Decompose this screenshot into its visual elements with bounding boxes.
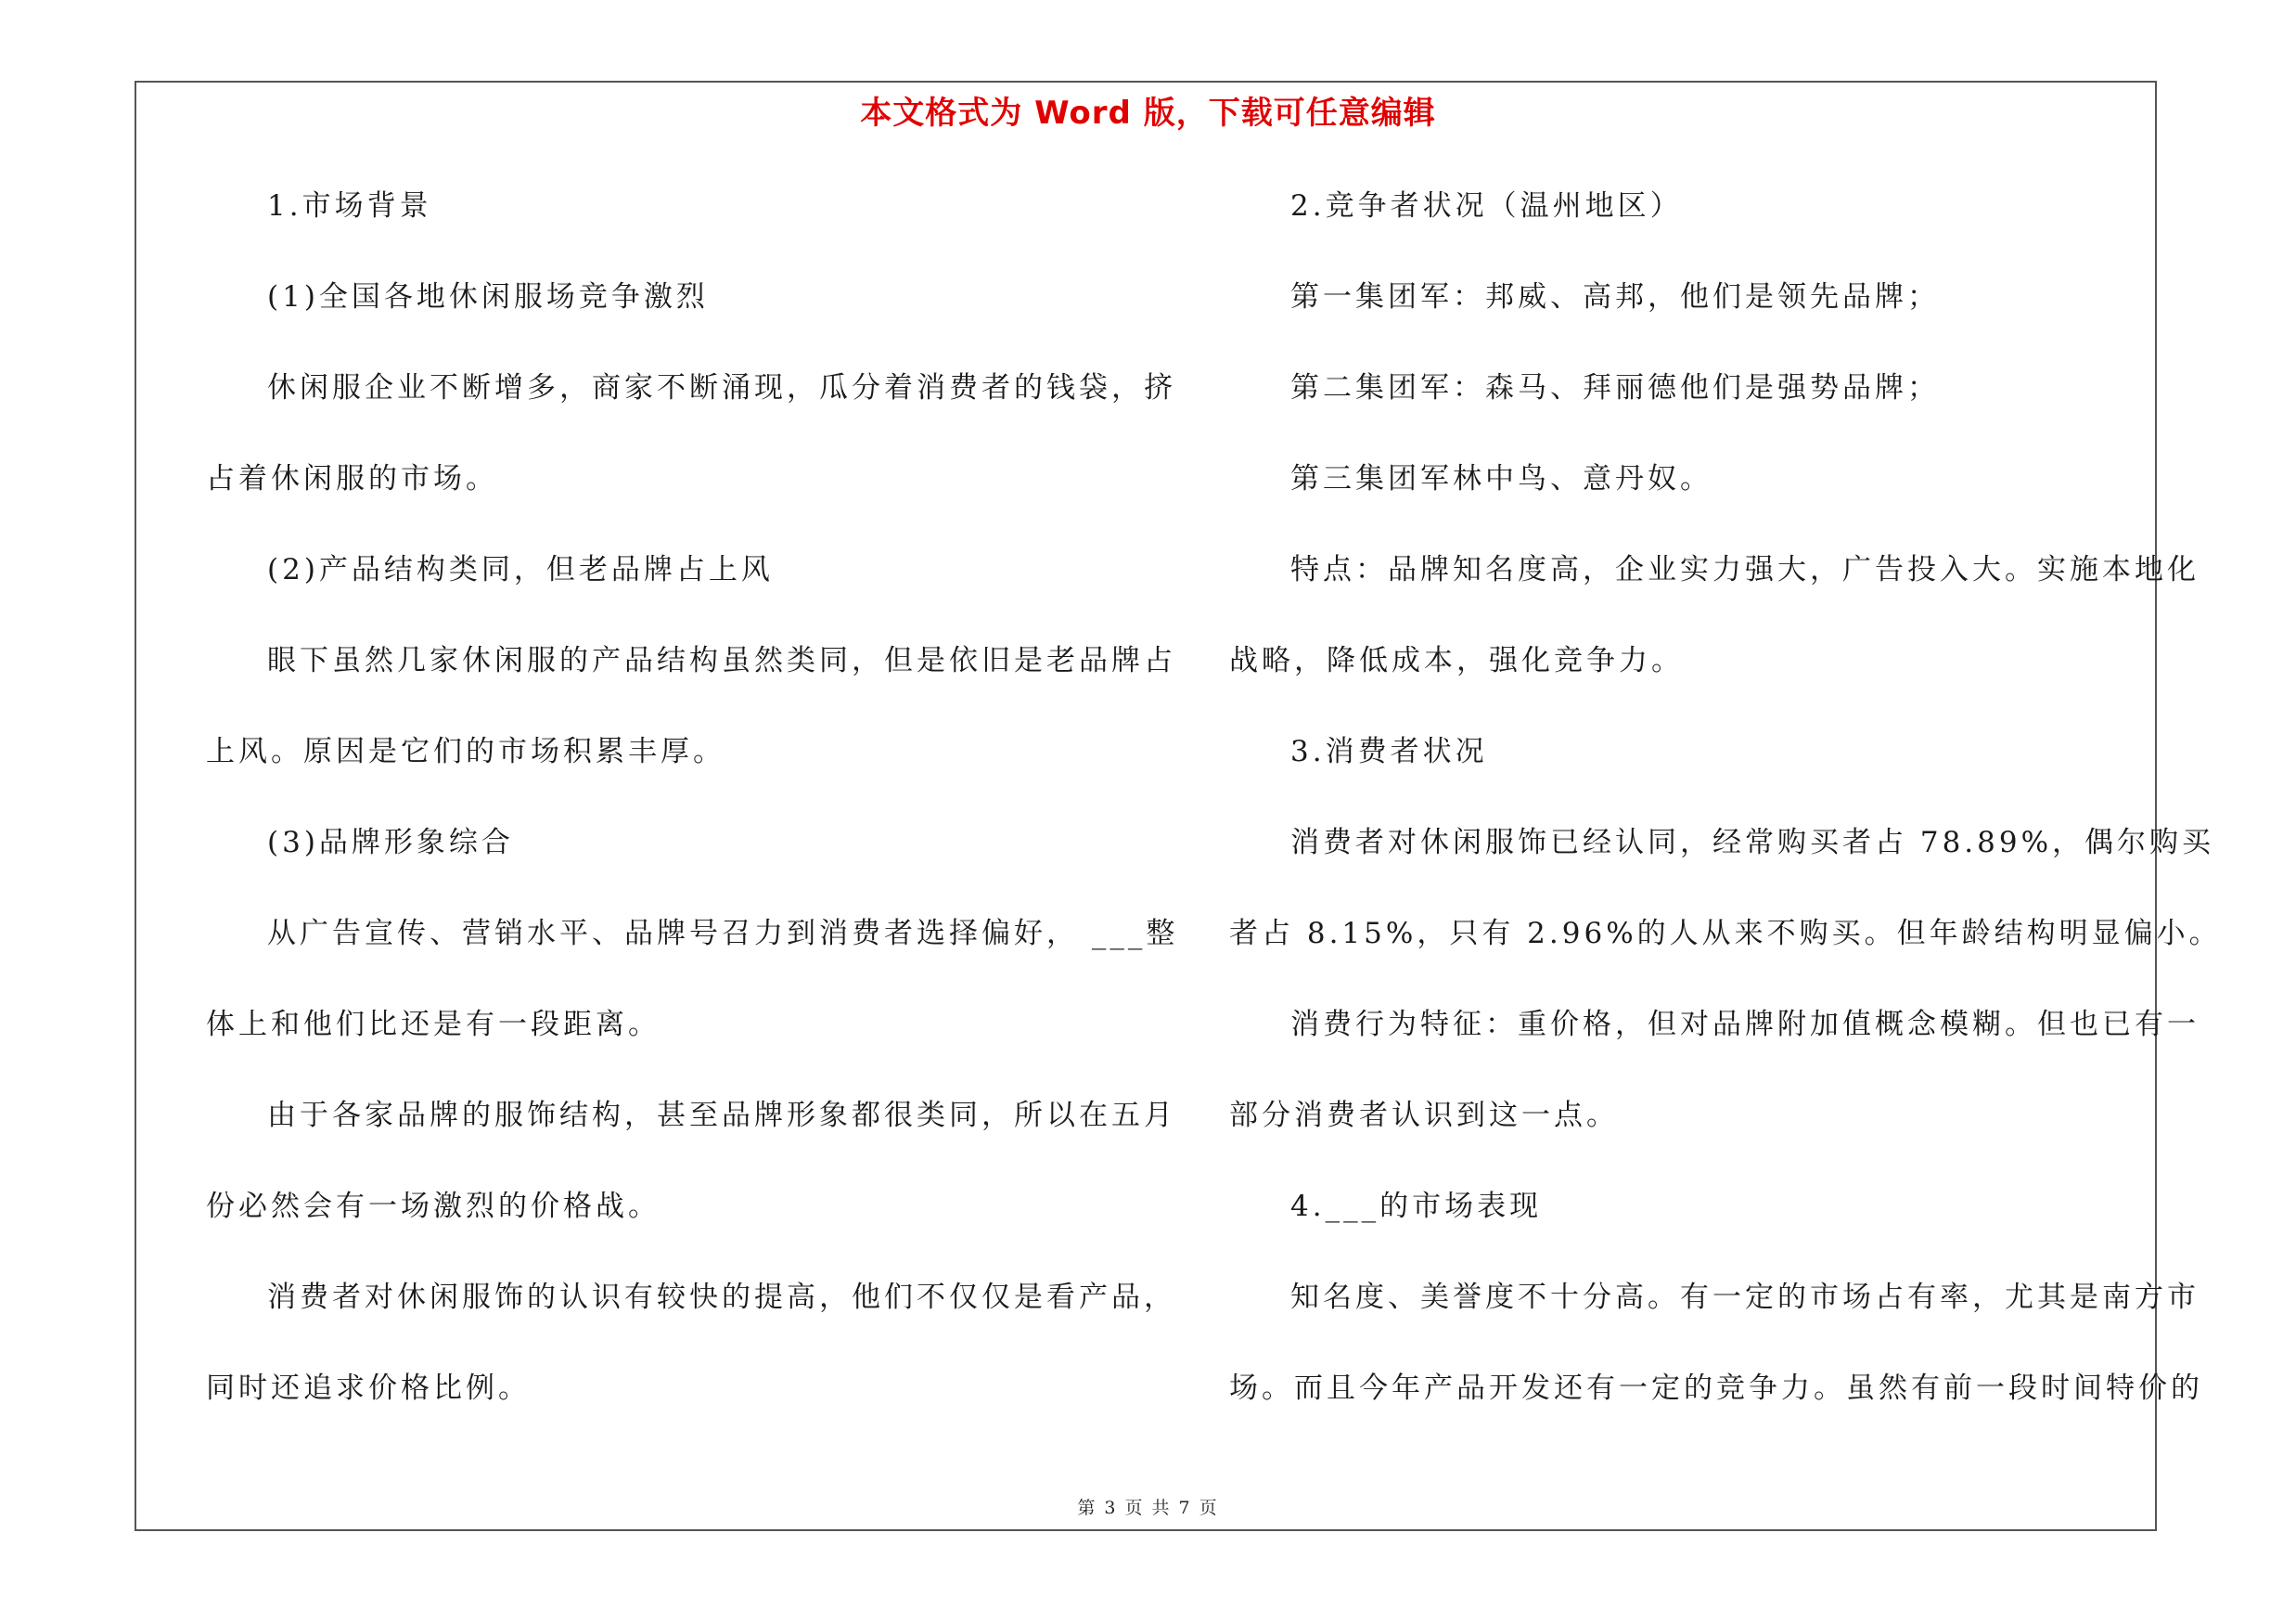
- left-line-13: 消费者对休闲服饰的认识有较快的提高，他们不仅仅是看产品，: [267, 1281, 1176, 1314]
- left-line-3: 休闲服企业不断增多，商家不断涌现，瓜分着消费者的钱袋，挤: [267, 371, 1176, 405]
- left-line-9: 从广告宣传、营销水平、品牌号召力到消费者选择偏好， ___整: [267, 917, 1179, 950]
- right-line-5: 特点：品牌知名度高，企业实力强大，广告投入大。实施本地化: [1290, 553, 2200, 586]
- right-line-7: 3.消费者状况: [1290, 735, 1488, 768]
- right-line-2: 第一集团军：邦威、高邦，他们是领先品牌；: [1290, 280, 1940, 314]
- right-line-10: 消费行为特征：重价格，但对品牌附加值概念模糊。但也已有一: [1290, 1008, 2200, 1041]
- format-banner: 本文格式为 Word 版，下载可任意编辑: [860, 95, 1436, 132]
- left-line-11: 由于各家品牌的服饰结构，甚至品牌形象都很类同，所以在五月: [267, 1099, 1176, 1132]
- right-line-3: 第二集团军：森马、拜丽德他们是强势品牌；: [1290, 371, 1940, 405]
- right-line-6: 战略，降低成本，强化竞争力。: [1229, 644, 1684, 677]
- left-line-6: 眼下虽然几家休闲服的产品结构虽然类同，但是依旧是老品牌占: [267, 644, 1176, 677]
- left-line-2: (1)全国各地休闲服场竞争激烈: [267, 280, 709, 314]
- left-line-1: 1.市场背景: [267, 189, 432, 223]
- right-line-4: 第三集团军林中鸟、意丹奴。: [1290, 462, 1712, 496]
- left-line-12: 份必然会有一场激烈的价格战。: [206, 1190, 661, 1223]
- left-line-8: (3)品牌形象综合: [267, 826, 514, 859]
- left-line-10: 体上和他们比还是有一段距离。: [206, 1008, 661, 1041]
- left-line-14: 同时还追求价格比例。: [206, 1372, 531, 1405]
- left-line-7: 上风。原因是它们的市场积累丰厚。: [206, 735, 725, 768]
- page-number-footer: 第 3 页 共 7 页: [1077, 1498, 1219, 1518]
- left-line-4: 占着休闲服的市场。: [206, 462, 498, 496]
- right-line-9: 者占 8.15%，只有 2.96%的人从来不购买。但年龄结构明显偏小。: [1229, 917, 2222, 950]
- right-line-13: 知名度、美誉度不十分高。有一定的市场占有率，尤其是南方市: [1290, 1281, 2200, 1314]
- right-line-1: 2.竞争者状况（温州地区）: [1290, 189, 1683, 223]
- right-line-8: 消费者对休闲服饰已经认同，经常购买者占 78.89%，偶尔购买: [1290, 826, 2215, 859]
- right-line-11: 部分消费者认识到这一点。: [1229, 1099, 1619, 1132]
- right-line-14: 场。而且今年产品开发还有一定的竞争力。虽然有前一段时间特价的: [1229, 1372, 2203, 1405]
- left-line-5: (2)产品结构类同，但老品牌占上风: [267, 553, 774, 586]
- right-line-12: 4.___的市场表现: [1290, 1190, 1543, 1223]
